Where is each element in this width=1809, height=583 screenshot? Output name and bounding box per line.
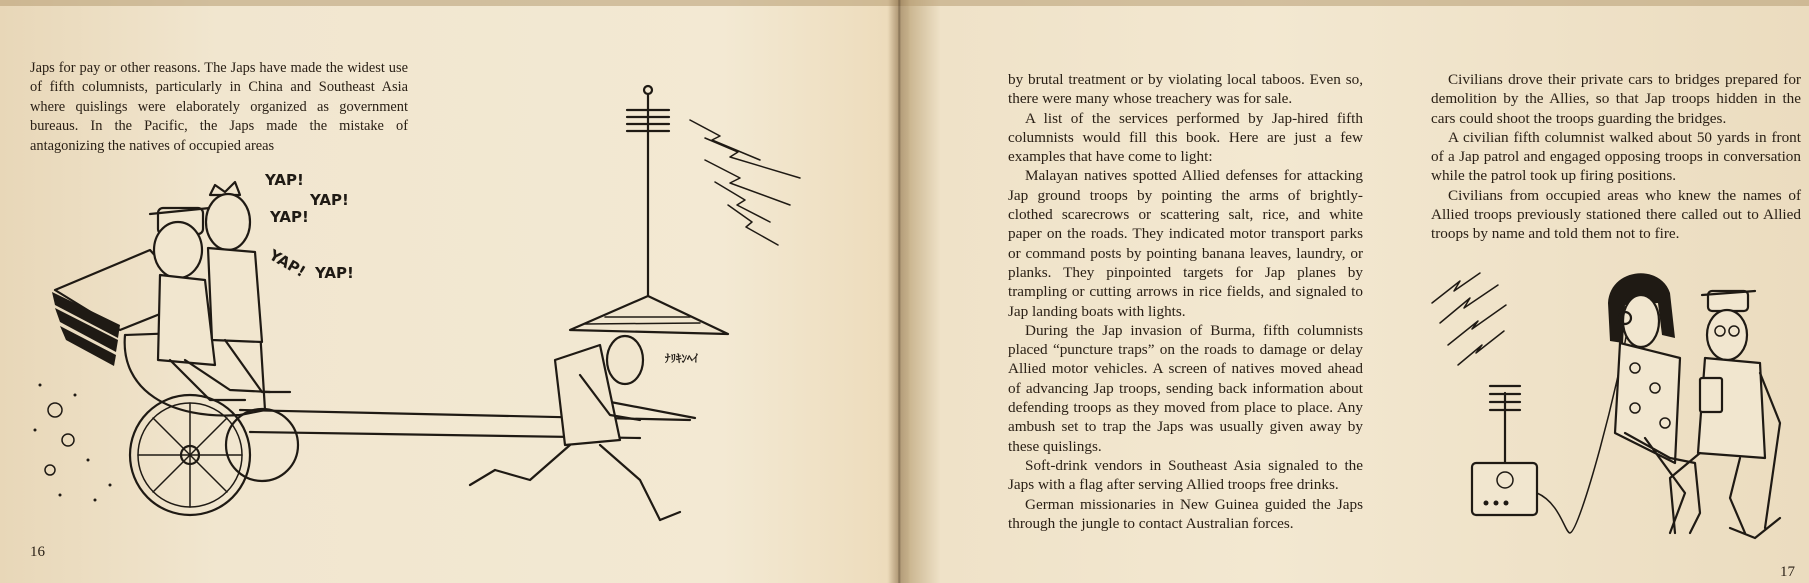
paragraph: A list of the services performed by Jap-hired fifth columnists would fill this book. Here are just a few examples that have come to light:	[1008, 109, 1363, 166]
paragraph: Japs for pay or other reasons. The Japs have made the widest use of fifth columnists, particularly in China and Southeast Asia where quislings were elaborately organized as government bureaus. In the Pacific, the Japs made the mistake of antagonizing the natives of occupied areas	[30, 60, 408, 154]
signal-lightning-icon	[690, 120, 800, 245]
paragraph: Malayan natives spotted Allied defenses for attacking Jap ground troops by pointing the arms of brightly-clothed scarecrows or scattering salt, rice, and white paper on the roads. They indicated motor transport parks or command posts by pointing banana leaves, laundry, or planks. They pinpointed targets for Jap planes by trampling or cutting arrows in rice fields, and signaled to Jap landing boats with lights.	[1008, 167, 1363, 320]
yap-text: YAP!	[315, 264, 354, 282]
paragraph: Civilians from occupied areas who knew the names of Allied troops previously stationed there called out to Allied troops by name and told them not to fire.	[1431, 186, 1801, 243]
dust-cloud-icon	[34, 384, 112, 502]
yap-text: YAP!	[266, 245, 309, 281]
runner-sign-text: ﾅﾘｷﾝﾍｲ	[665, 352, 698, 365]
paragraph: Soft-drink vendors in Southeast Asia signaled to the Japs with a flag after serving Allied troops free drinks.	[1008, 456, 1363, 494]
rickshaw-puller	[470, 296, 728, 520]
antenna-icon	[1490, 386, 1520, 463]
paragraph: by brutal treatment or by violating local taboos. Even so, there were many whose treachery was for sale.	[1008, 71, 1363, 108]
rickshaw-illustration	[0, 0, 900, 583]
paragraph: German missionaries in New Guinea guided the Japs through the jungle to contact Australian forces.	[1008, 495, 1363, 532]
rickshaw-wheel-icon	[130, 395, 298, 515]
right-column-text	[1431, 70, 1801, 244]
paragraph: During the Jap invasion of Burma, fifth columnists placed “puncture traps” on the roads to damage or delay Allied motor vehicles. A screen of natives moved ahead of advancing Jap troops, sending back information about defending troops as they moved from place to place. Any ambush set to trap the Japs was usually given away by these quislings.	[1008, 321, 1363, 455]
officer-operator	[1670, 291, 1780, 538]
signal-lightning-icon	[1432, 273, 1506, 365]
radio-operators-illustration	[1420, 263, 1809, 583]
middle-column-text	[1008, 70, 1363, 533]
antenna-icon	[627, 86, 669, 305]
radio-set-icon	[1472, 313, 1630, 533]
yap-text: YAP!	[270, 208, 309, 226]
yap-text: YAP!	[265, 171, 304, 189]
woman-operator	[1608, 273, 1700, 533]
paragraph: A civilian fifth columnist walked about 50 yards in front of a Jap patrol and engaged opposing troops in conversation while the patrol took up firing positions.	[1431, 128, 1801, 185]
page-number-right: 17	[1780, 564, 1795, 580]
yap-text: YAP!	[310, 191, 349, 209]
paragraph: Civilians drove their private cars to bridges prepared for demolition by the Allies, so that Jap troops hidden in the cars could shoot the troops guarding the bridges.	[1431, 71, 1801, 127]
page-number-left: 16	[30, 544, 45, 560]
